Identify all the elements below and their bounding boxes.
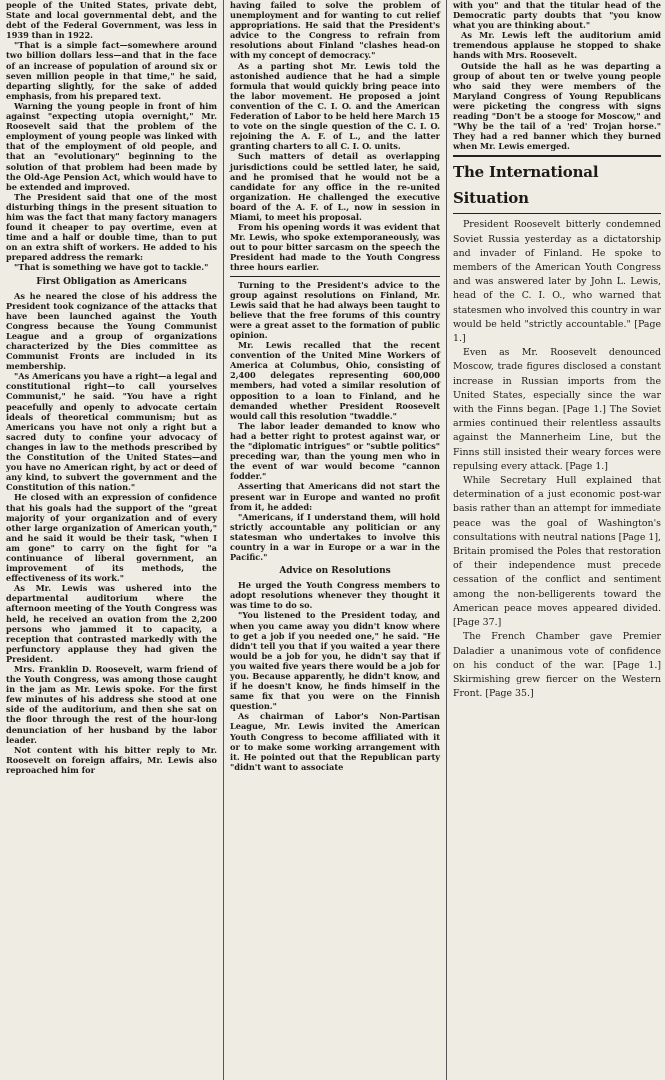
paragraph: with you" and that the titular head of the Democratic party doubts that "you know what you are thinking about.": [453, 0, 661, 31]
summary-paragraph: The French Chamber gave Premier Daladier a unanimous vote of confidence on his conduct of the war. [Page 1.] Skirmishing grew fiercer on the Western Front. [Page 35.]: [453, 631, 661, 700]
subheading: First Obligation as Americans: [36, 276, 187, 287]
paragraph: He urged the Youth Congress members to adopt resolutions whenever they thought it was time to do so.: [230, 580, 440, 611]
international-situation-box: [453, 155, 661, 701]
summary-paragraph: While Secretary Hull explained that determination of a just economic post-war basis rather than an attempt for immediate peace was the goal of Washington's consultations with neutral nations [Page 1], Britain promised the Poles that restoration of their independence must precede cessation of the conflict and sentiment among the non-belligerents toward the American peace moves appeared divided. [Page 37.]: [453, 475, 661, 629]
column-3: [446, 0, 665, 1080]
paragraph: As chairman of Labor's Non-Partisan League, Mr. Lewis invited the American Youth Congress to become affiliated with it or to make some working arrangement with it. He pointed out that the Republican party "didn't want to associate: [230, 711, 440, 772]
paragraph: Warning the young people in front of him against "expecting utopia overnight," Mr. Roosevelt said that the problem of the employment of young people was linked with that of the employment of old people, and that an "evolutionary" beginning to the solution of that problem had been made by the Old-Age Pension Act, which would have to be extended and improved.: [6, 100, 217, 192]
paragraph: having failed to solve the problem of unemployment and for wanting to cut relief appropriations. He said that the President's advice to the Congress to refrain from resolutions about Finland "clashes head-on with my concept of democracy.": [230, 0, 440, 61]
box-title: The International Situation: [453, 159, 661, 214]
paragraph: Turning to the President's advice to the group against resolutions on Finland, Mr. Lewis said that he had always been taught to believe that the free forums of this country were a great asset to the formation of public opinion.: [230, 279, 440, 340]
paragraph: As a parting shot Mr. Lewis told the astonished audience that he had a simple formula that would quickly bring peace into the labor movement. He proposed a joint convention of the C. I. O. and the American Federation of Labor to be held here March 15 to vote on the single question of the C. I. O. rejoining the A. F. of L., and the latter granting charters to all C. I. O. units.: [230, 60, 440, 152]
paragraph: The President said that one of the most disturbing things in the present situation to him was the fact that many factory managers found it cheaper to pay overtime, even at time and a half or double time, than to put on an extra shift of workers. He added to his prepared address the remark:: [6, 191, 217, 263]
summary-paragraph: Even as Mr. Roosevelt denounced Moscow, trade figures disclosed a constant increase in Russian imports from the United States, especially since the war with the Finns began. [Page 1.] The Soviet armies continued their relentless assaults against the Mannerheim Line, but the Finns still insisted their weary forces were repulsing every attack. [Page 1.]: [453, 347, 661, 472]
paragraph: He closed with an expression of confidence that his goals had the support of the "great majority of your organization and of every other large organization of American youth," and he said it would be their task, "when I am gone" to carry on the fight for "a continuance of liberal government, an improvement of its methods, the effectiveness of its work.": [6, 492, 217, 584]
paragraph: Outside the hall as he was departing a group of about ten or twelve young people who said they were members of the Maryland Congress of Young Republicans were picketing the congress with signs reading "Don't be a stooge for Moscow," and "Why be the tail of a 'red' Trojan horse." They had a red banner which they burned when Mr. Lewis emerged.: [453, 60, 661, 152]
paragraph: From his opening words it was evident that Mr. Lewis, who spoke extemporaneously, was out to pour bitter sarcasm on the speech the President had made to the Youth Congress three hours earlier.: [230, 222, 440, 273]
paragraph: Mrs. Franklin D. Roosevelt, warm friend of the Youth Congress, was among those caught in the jam as Mr. Lewis spoke. For the first few minutes of his address she stood at one side of the auditorium, and then she sat on the floor through the rest of the hour-long denunciation of her husband by the labor leader.: [6, 664, 217, 745]
subheading: Advice on Resolutions: [279, 566, 391, 577]
divider: [230, 276, 440, 277]
column-2: [223, 0, 444, 1080]
column-1: [0, 0, 221, 1080]
paragraph: Asserting that Americans did not start the present war in Europe and wanted no profit from it, he added:: [230, 481, 440, 512]
paragraph: Such matters of detail as overlapping jurisdictions could be settled later, he said, and he promised that he would not be a candidate for any office in the re-united organization. He challenged the executive board of the A. F. of L., now in session in Miami, to meet his proposal.: [230, 151, 440, 222]
paragraph: Mr. Lewis recalled that the recent convention of the United Mine Workers of America at Columbus, Ohio, consisting of 2,400 delegates representing 600,000 members, had voted a similar resolution of opposition to a loan to Finland, and he demanded whether President Roosevelt would call this resolution "twaddle.": [230, 340, 440, 421]
summary-paragraph: President Roosevelt bitterly condemned Soviet Russia yesterday as a dictatorship and invader of Finland. He spoke to members of the American Youth Congress and was answered later by John L. Lewis, head of the C. I. O., who warned that statesmen who involved this country in war would be held "strictly accountable." [Page 1.]: [453, 219, 661, 345]
paragraph: "That is something we have got to tackle.": [14, 262, 209, 273]
paragraph: "That is a simple fact—somewhere around two billion dollars less—and that in the face of an increase of population of around six or seven million people in that time," he said, departing slightly, for the sake of added emphasis, from his prepared text.: [6, 40, 217, 101]
paragraph: "As Americans you have a right—a legal and constitutional right—to call yourselves Communist," he said. "You have a right peacefully and openly to advocate certain ideals of theoretical communism; but as Americans you have not only a right but a sacred duty to confine your advocacy of changes in law to the methods prescribed by the Constitution of the United States—and you have no American right, by act or deed of any kind, to subvert the government and the Constitution of this nation.": [6, 371, 217, 493]
paragraph: "You listened to the President today, and when you came away you didn't know where to get a job if you needed one," he said. "He didn't tell you that if you waited a year there would be a job for you, he didn't say that if you waited five years there would be a job for you. Because apparently, he didn't know, and if he doesn't know, he finds himself in the same fix that you were on the Finnish question.": [230, 610, 440, 712]
paragraph: As Mr. Lewis left the auditorium amid tremendous applause he stopped to shake hands with Mrs. Roosevelt.: [453, 30, 661, 61]
paragraph: "Americans, if I understand them, will hold strictly accountable any politician or any statesman who undertakes to involve this country in a war in Europe or a war in the Pacific.": [230, 511, 440, 563]
paragraph: As Mr. Lewis was ushered into the departmental auditorium where the afternoon meeting of the Youth Congress was held, he received an ovation from the 2,200 persons who jammed it to capacity, a reception that contrasted markedly with the perfunctory applause they had given the President.: [6, 583, 217, 664]
paragraph: Not content with his bitter reply to Mr. Roosevelt on foreign affairs, Mr. Lewis also reproached him for: [6, 744, 217, 775]
paragraph: As he neared the close of his address the President took cognizance of the attacks that have been launched against the Youth Congress because the Young Communist League and a group of organizations characterized by the Dies committee as Communist Fronts are included in its membership.: [6, 290, 217, 372]
paragraph: The labor leader demanded to know who had a better right to protest against war, or the "diplomatic intrigues" or "subtle politics" preceding war, than the young men who in the event of war would become "cannon fodder.": [230, 420, 440, 482]
paragraph: people of the United States, private debt, State and local governmental debt, and the debt of the Federal Government, was less in 1939 than in 1922.: [6, 0, 217, 41]
